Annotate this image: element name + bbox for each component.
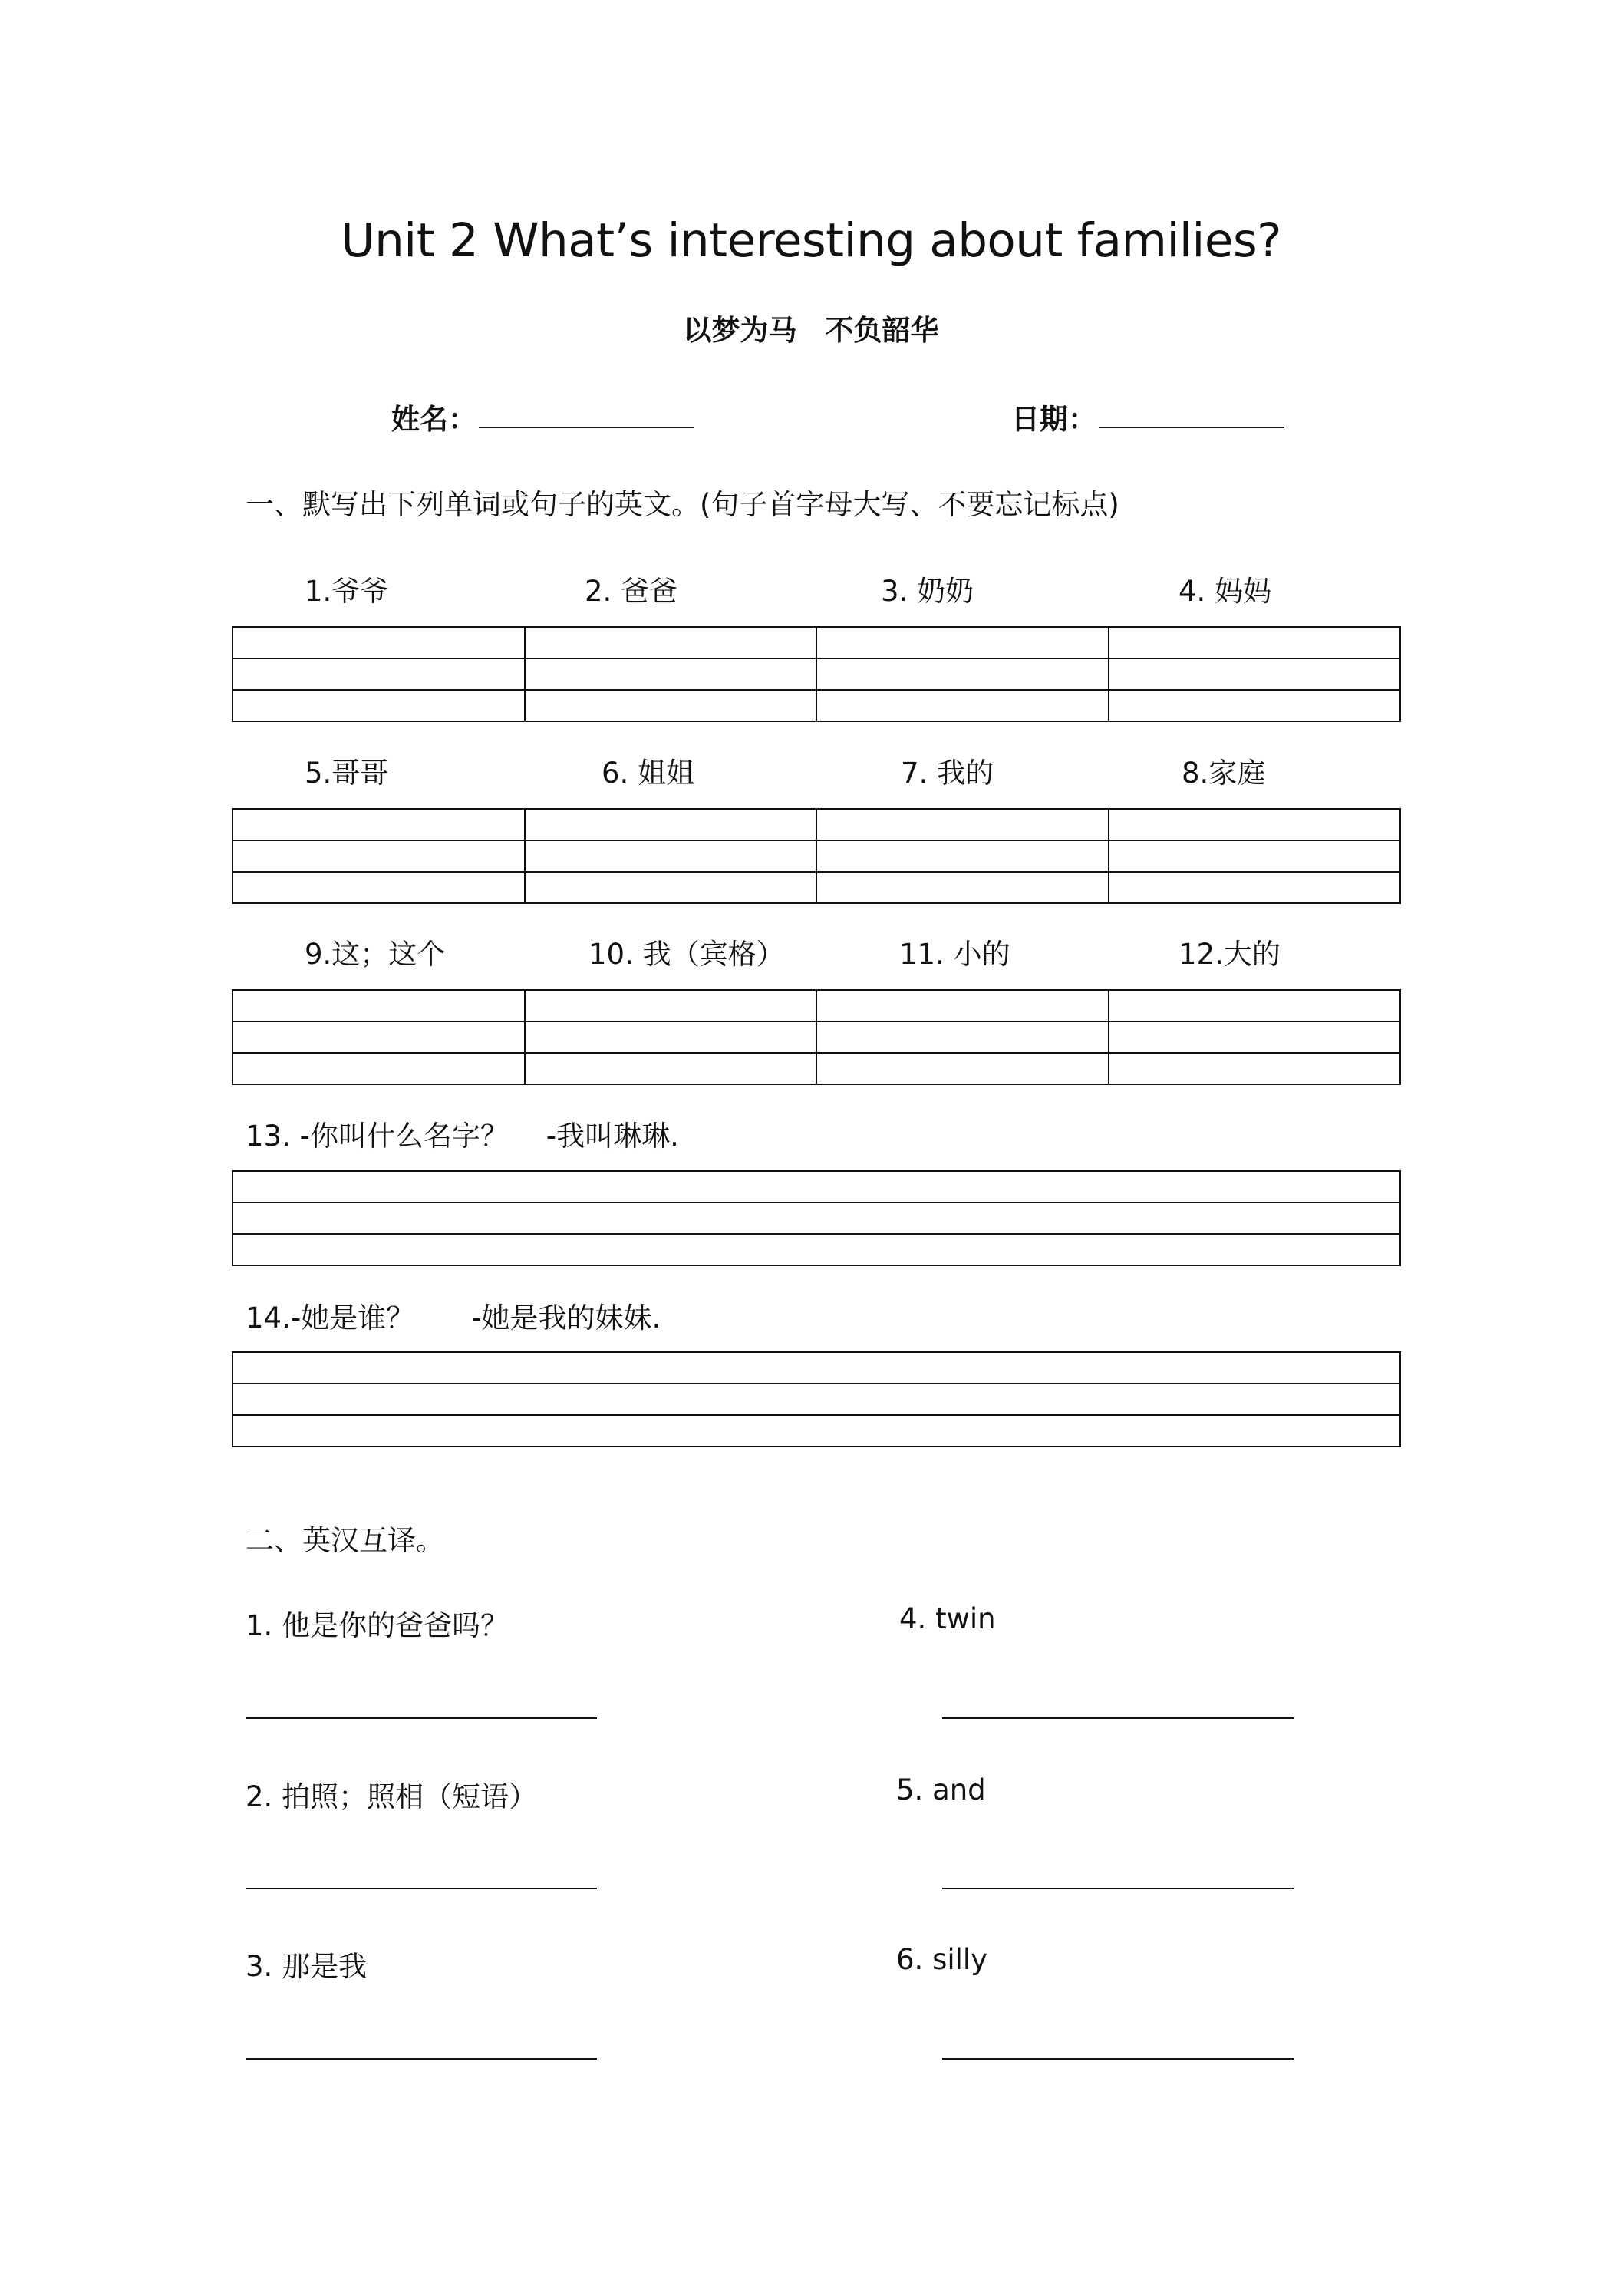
- word-label-9: 9.这；这个: [305, 938, 446, 971]
- word-label-12: 12.大的: [1179, 938, 1281, 971]
- name-label: 姓名：: [391, 403, 476, 436]
- section-1-heading: 一、默写出下列单词或句子的英文。(句子首字母大写、不要忘记标点): [246, 488, 1119, 521]
- word-label-5: 5.哥哥: [305, 757, 389, 790]
- translation-prompt-4: 4. twin: [899, 1602, 996, 1635]
- writing-grid-row-1[interactable]: [232, 626, 1401, 722]
- word-label-7: 7. 我的: [901, 757, 994, 790]
- word-label-4: 4. 妈妈: [1179, 575, 1272, 608]
- motto: 以梦为马 不负韶华: [683, 314, 939, 347]
- word-label-6: 6. 姐姐: [602, 757, 695, 790]
- section-2-heading: 二、英汉互译。: [246, 1524, 444, 1557]
- word-label-3: 3. 奶奶: [881, 575, 974, 608]
- sentence-prompt-14: 14.-她是谁？ -她是我的妹妹.: [246, 1301, 661, 1334]
- worksheet-title: Unit 2 What’s interesting about families?: [340, 213, 1282, 268]
- translation-prompt-6: 6. silly: [896, 1943, 988, 1976]
- word-label-1: 1.爷爷: [305, 575, 389, 608]
- translation-prompt-3: 3. 那是我: [246, 1950, 368, 1983]
- answer-line-6[interactable]: [942, 2058, 1294, 2060]
- answer-line-1[interactable]: [246, 1717, 597, 1719]
- date-label: 日期：: [1011, 403, 1096, 436]
- writing-grid-row-3[interactable]: [232, 989, 1401, 1085]
- answer-line-3[interactable]: [246, 2058, 597, 2060]
- sentence-writing-lines-14[interactable]: [232, 1351, 1401, 1447]
- sentence-prompt-13: 13. -你叫什么名字？ -我叫琳琳.: [246, 1120, 679, 1153]
- word-label-8: 8.家庭: [1182, 757, 1266, 790]
- writing-grid-row-2[interactable]: [232, 808, 1401, 904]
- word-label-10: 10. 我（宾格）: [588, 938, 785, 971]
- translation-prompt-2: 2. 拍照；照相（短语）: [246, 1780, 538, 1813]
- answer-line-5[interactable]: [942, 1888, 1294, 1889]
- name-field[interactable]: [479, 427, 694, 428]
- date-field[interactable]: [1099, 427, 1284, 428]
- word-label-11: 11. 小的: [899, 938, 1010, 971]
- translation-prompt-5: 5. and: [896, 1773, 986, 1806]
- sentence-writing-lines-13[interactable]: [232, 1170, 1401, 1266]
- answer-line-4[interactable]: [942, 1717, 1294, 1719]
- answer-line-2[interactable]: [246, 1888, 597, 1889]
- word-label-2: 2. 爸爸: [585, 575, 678, 608]
- translation-prompt-1: 1. 他是你的爸爸吗？: [246, 1609, 509, 1642]
